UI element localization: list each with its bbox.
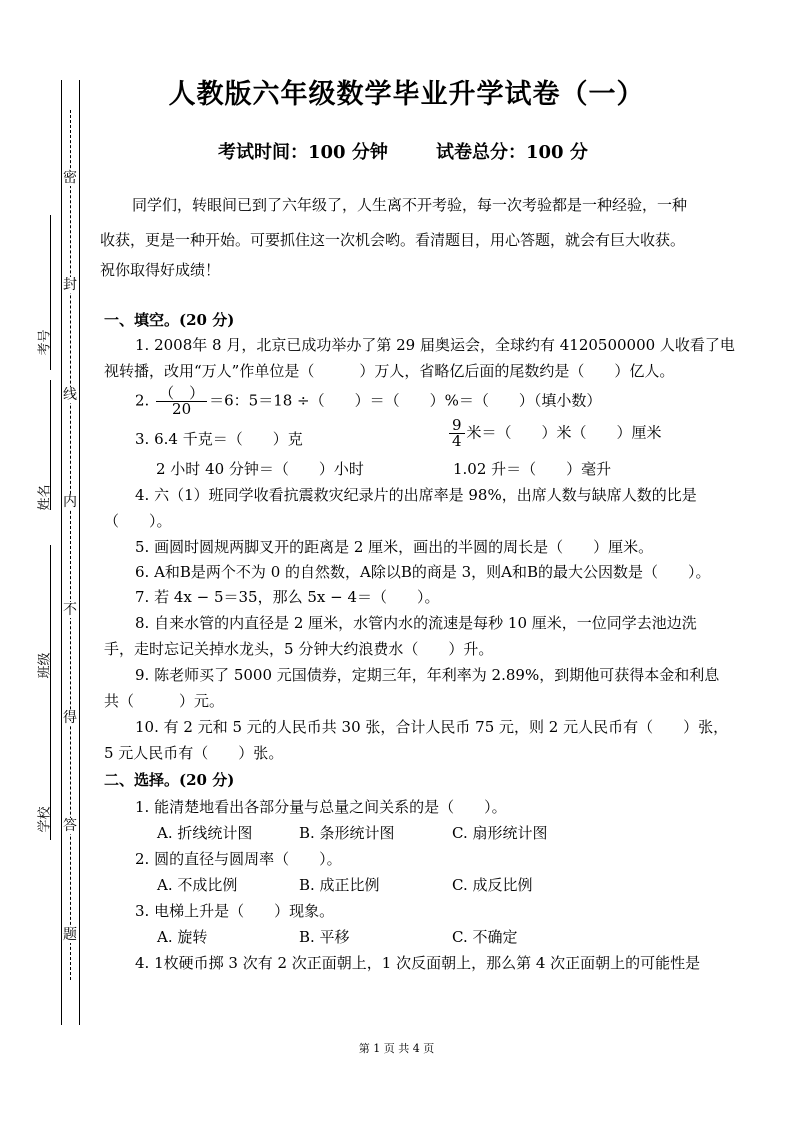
question-2-prefix: 2. xyxy=(135,391,155,410)
seal-char: 题 xyxy=(63,927,77,943)
choice-3-option-a[interactable]: A. 旋转 xyxy=(157,928,208,946)
choice-2-option-b[interactable]: B. 成正比例 xyxy=(299,876,380,894)
exam-title: 人教版六年级数学毕业升学试卷（一） xyxy=(168,79,645,110)
seal-char: 封 xyxy=(63,277,77,293)
choice-3-option-b[interactable]: B. 平移 xyxy=(299,928,350,946)
seal-char: 不 xyxy=(63,602,77,618)
intro-line-2: 收获，更是一种开始。可要抓住这一次机会哟。看清题目，用心答题，就会有巨大收获。 xyxy=(100,231,686,249)
question-3d: 1.02 升＝（ ）毫升 xyxy=(453,460,612,478)
question-4-line-2: （ ）。 xyxy=(104,512,172,530)
field-line-name[interactable] xyxy=(50,380,51,510)
binding-dashed-line xyxy=(70,110,71,980)
question-3b-rest: 米＝（ ）米（ ）厘米 xyxy=(466,423,662,442)
question-5: 5. 画圆时圆规两脚叉开的距离是 2 厘米，画出的半圆的周长是（ ）厘米。 xyxy=(135,538,654,556)
question-8-line-1: 8. 自来水管的内直径是 2 厘米，水管内水的流速是每秒 10 厘米，一位同学去池边洗 xyxy=(135,614,697,632)
seal-char: 密 xyxy=(63,170,77,186)
question-2 xyxy=(135,386,601,417)
field-label-exam-number: 考号 xyxy=(37,329,53,356)
question-10-line-1: 10. 有 2 元和 5 元的人民币共 30 张，合计人民币 75 元，则 2 元人民币有（ ）张， xyxy=(135,718,729,736)
field-label-class: 班级 xyxy=(37,652,53,679)
field-line-class[interactable] xyxy=(50,545,51,705)
field-label-school: 学校 xyxy=(37,806,53,833)
question-1-line-1: 1. 2008年 8 月，北京已成功举办了第 29 届奥运会，全球约有 4120500000 人收看了电 xyxy=(135,336,735,354)
total-score: 试卷总分：100 分 xyxy=(436,142,588,163)
exam-time: 考试时间：100 分钟 xyxy=(218,142,388,163)
choice-question-1: 1. 能清楚地看出各部分量与总量之间关系的是（ ）。 xyxy=(135,798,507,816)
section-heading-choice: 二、选择。(20 分) xyxy=(104,771,235,789)
choice-question-2: 2. 圆的直径与圆周率（ ）。 xyxy=(135,850,342,868)
fraction-denominator: 20 xyxy=(172,400,192,418)
fraction-denominator: 4 xyxy=(452,432,462,450)
section-heading-fill: 一、填空。(20 分) xyxy=(104,311,235,329)
question-9-line-2: 共（ ）元。 xyxy=(104,692,225,710)
question-10-line-2: 5 元人民币有（ ）张。 xyxy=(104,744,284,762)
seal-char: 内 xyxy=(63,494,77,510)
binding-line-outer xyxy=(61,80,62,1025)
intro-line-1: 同学们，转眼间已到了六年级了，人生离不开考验，每一次考验都是一种经验，一种 xyxy=(132,196,688,214)
question-3c: 2 小时 40 分钟＝（ ）小时 xyxy=(156,460,364,478)
question-7: 7. 若 4x − 5＝35，那么 5x − 4＝（ ）。 xyxy=(135,588,440,606)
field-line-school[interactable] xyxy=(50,700,51,840)
page-footer: 第 1 页 共 4 页 xyxy=(358,1042,435,1055)
question-1-line-2: 视转播，改用“万人”作单位是（ ）万人，省略亿后面的尾数约是（ ）亿人。 xyxy=(104,362,675,380)
choice-question-3: 3. 电梯上升是（ ）现象。 xyxy=(135,902,335,920)
choice-2-option-c[interactable]: C. 成反比例 xyxy=(452,876,533,894)
question-6: 6. A和B是两个不为 0 的自然数，A除以B的商是 3，则A和B的最大公因数是（ ）。 xyxy=(135,563,711,581)
question-3a: 3. 6.4 千克＝（ ）克 xyxy=(135,430,303,448)
question-9-line-1: 9. 陈老师买了 5000 元国债券，定期三年，年利率为 2.89%，到期他可获得本金和利息 xyxy=(135,666,720,684)
seal-char: 答 xyxy=(63,818,77,834)
choice-question-4: 4. 1枚硬币掷 3 次有 2 次正面朝上，1 次反面朝上，那么第 4 次正面朝上的可能性是 xyxy=(135,954,701,972)
question-8-line-2: 手，走时忘记关掉水龙头，5 分钟大约浪费水（ ）升。 xyxy=(104,640,494,658)
binding-line-inner xyxy=(79,80,80,1025)
choice-2-option-a[interactable]: A. 不成比例 xyxy=(157,876,238,894)
choice-1-option-b[interactable]: B. 条形统计图 xyxy=(299,824,395,842)
choice-3-option-c[interactable]: C. 不确定 xyxy=(452,928,518,946)
seal-char: 线 xyxy=(63,387,77,403)
intro-line-3: 祝你取得好成绩！ xyxy=(100,261,221,279)
choice-1-option-c[interactable]: C. 扇形统计图 xyxy=(452,824,548,842)
fraction-numerator[interactable]: （ ） xyxy=(156,386,207,402)
field-line-exam-number[interactable] xyxy=(50,215,51,370)
question-4-line-1: 4. 六（1）班同学收看抗震救灾纪录片的出席率是 98%，出席人数与缺席人数的比是 xyxy=(135,486,697,504)
choice-1-option-a[interactable]: A. 折线统计图 xyxy=(157,824,253,842)
question-2-rest: ＝6：5＝18 ÷（ ）＝（ ）%＝（ ）（填小数） xyxy=(209,391,602,410)
question-2-fraction xyxy=(156,386,207,417)
fraction-numerator: 9 xyxy=(449,418,465,434)
question-3b-fraction xyxy=(449,418,465,449)
field-label-name: 姓名 xyxy=(37,484,53,511)
seal-char: 得 xyxy=(63,710,77,726)
question-3b xyxy=(447,418,662,449)
